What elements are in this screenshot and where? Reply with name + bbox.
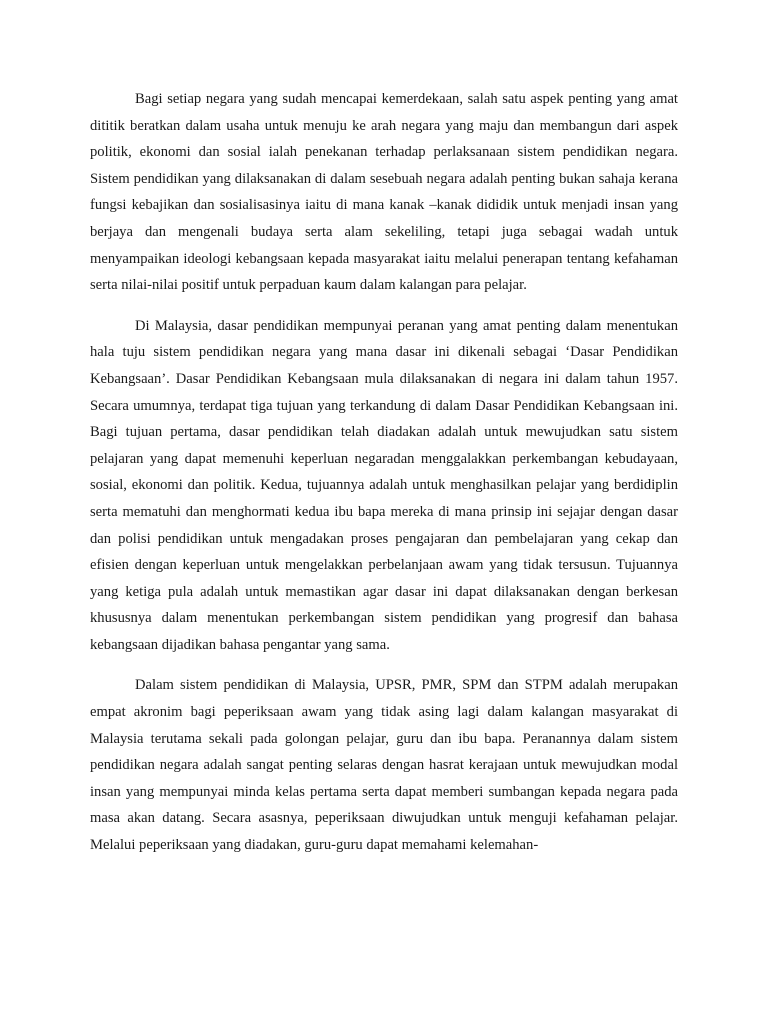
paragraph-1: Bagi setiap negara yang sudah mencapai kemerdekaan, salah satu aspek penting yang amat dititik beratkan dalam usaha untuk menuju ke arah negara yang maju dan membangun dari aspek politik, ekonomi dan sosial ialah penekanan terhadap perlaksanaan sistem pendidikan negara. Sistem pendidikan yang dilaksanakan di dalam sesebuah negara adalah penting bukan sahaja kerana fungsi kebajikan dan sosialisasinya iaitu di mana kanak –kanak dididik untuk menjadi insan yang berjaya dan mengenali budaya serta alam sekeliling, tetapi juga sebagai wadah untuk menyampaikan ideologi kebangsaan kepada masyarakat iaitu melalui penerapan tentang kefahaman serta nilai-nilai positif untuk perpaduan kaum dalam kalangan para pelajar. bbox=[90, 91, 678, 294]
document-body bbox=[90, 86, 678, 873]
paragraph-2: Di Malaysia, dasar pendidikan mempunyai peranan yang amat penting dalam menentukan hala tuju sistem pendidikan negara yang mana dasar ini dikenali sebagai ‘Dasar Pendidikan Kebangsaan’. Dasar Pendidikan Kebangsaan mula dilaksanakan di negara ini dalam tahun 1957. Secara umumnya, terdapat tiga tujuan yang terkandung di dalam Dasar Pendidikan Kebangsaan ini. Bagi tujuan pertama, dasar pendidikan telah diadakan adalah untuk mewujudkan satu sistem pelajaran yang dapat memenuhi keperluan negaradan menggalakkan perkembangan kebudayaan, sosial, ekonomi dan politik. Kedua, tujuannya adalah untuk menghasilkan pelajar yang berdidiplin serta mematuhi dan menghormati kedua ibu bapa mereka di mana prinsip ini sejajar dengan dasar dan polisi pendidikan untuk mengadakan proses pengajaran dan pembelajaran yang cekap dan efisien dengan keperluan untuk mengelakkan perbelanjaan awam yang tidak tersusun. Tujuannya yang ketiga pula adalah untuk memastikan agar dasar ini dapat dilaksanakan dengan berkesan khususnya dalam menentukan perkembangan sistem pendidikan yang progresif dan bahasa kebangsaan dijadikan bahasa pengantar yang sama. bbox=[90, 317, 678, 653]
paragraph-3: Dalam sistem pendidikan di Malaysia, UPSR, PMR, SPM dan STPM adalah merupakan empat akronim bagi peperiksaan awam yang tidak asing lagi dalam kalangan masyarakat di Malaysia terutama sekali pada golongan pelajar, guru dan ibu bapa. Peranannya dalam sistem pendidikan negara adalah sangat penting selaras dengan hasrat kerajaan untuk mewujudkan modal insan yang mempunyai minda kelas pertama serta dapat memberi sumbangan kepada negara pada masa akan datang. Secara asasnya, peperiksaan diwujudkan untuk menguji kefahaman pelajar. Melalui peperiksaan yang diadakan, guru-guru dapat memahami kelemahan- bbox=[90, 677, 678, 854]
